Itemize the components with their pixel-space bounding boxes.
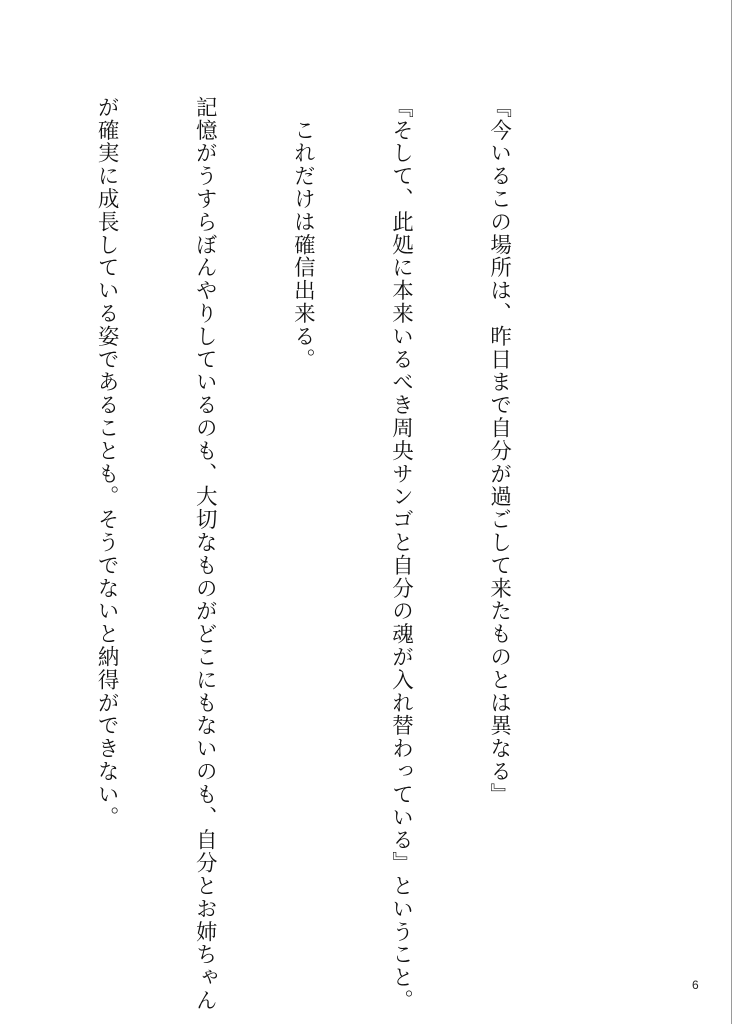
text-line-4: 記憶がうすらぼんやりしているのも、大切なものがどこにもないのも、自分とお姉ちゃん (192, 96, 218, 1012)
page-edge-line (731, 0, 732, 1024)
scene-break (0, 96, 24, 956)
vertical-body-text (80, 96, 580, 1012)
page-number: 6 (692, 978, 699, 992)
text-line-1: 『今いるこの場所は、昨日まで自分が過ごして来たものとは異なる』 (486, 96, 512, 806)
text-line-5: が確実に成長している姿であることも。そうでないと納得ができない。 (94, 96, 120, 829)
text-line-2: 『そして、此処に本来いるべき周央サンゴと自分の魂が入れ替わっている』ということ。 (388, 96, 414, 1012)
text-line-3: これだけは確信出来る。 (290, 96, 316, 371)
